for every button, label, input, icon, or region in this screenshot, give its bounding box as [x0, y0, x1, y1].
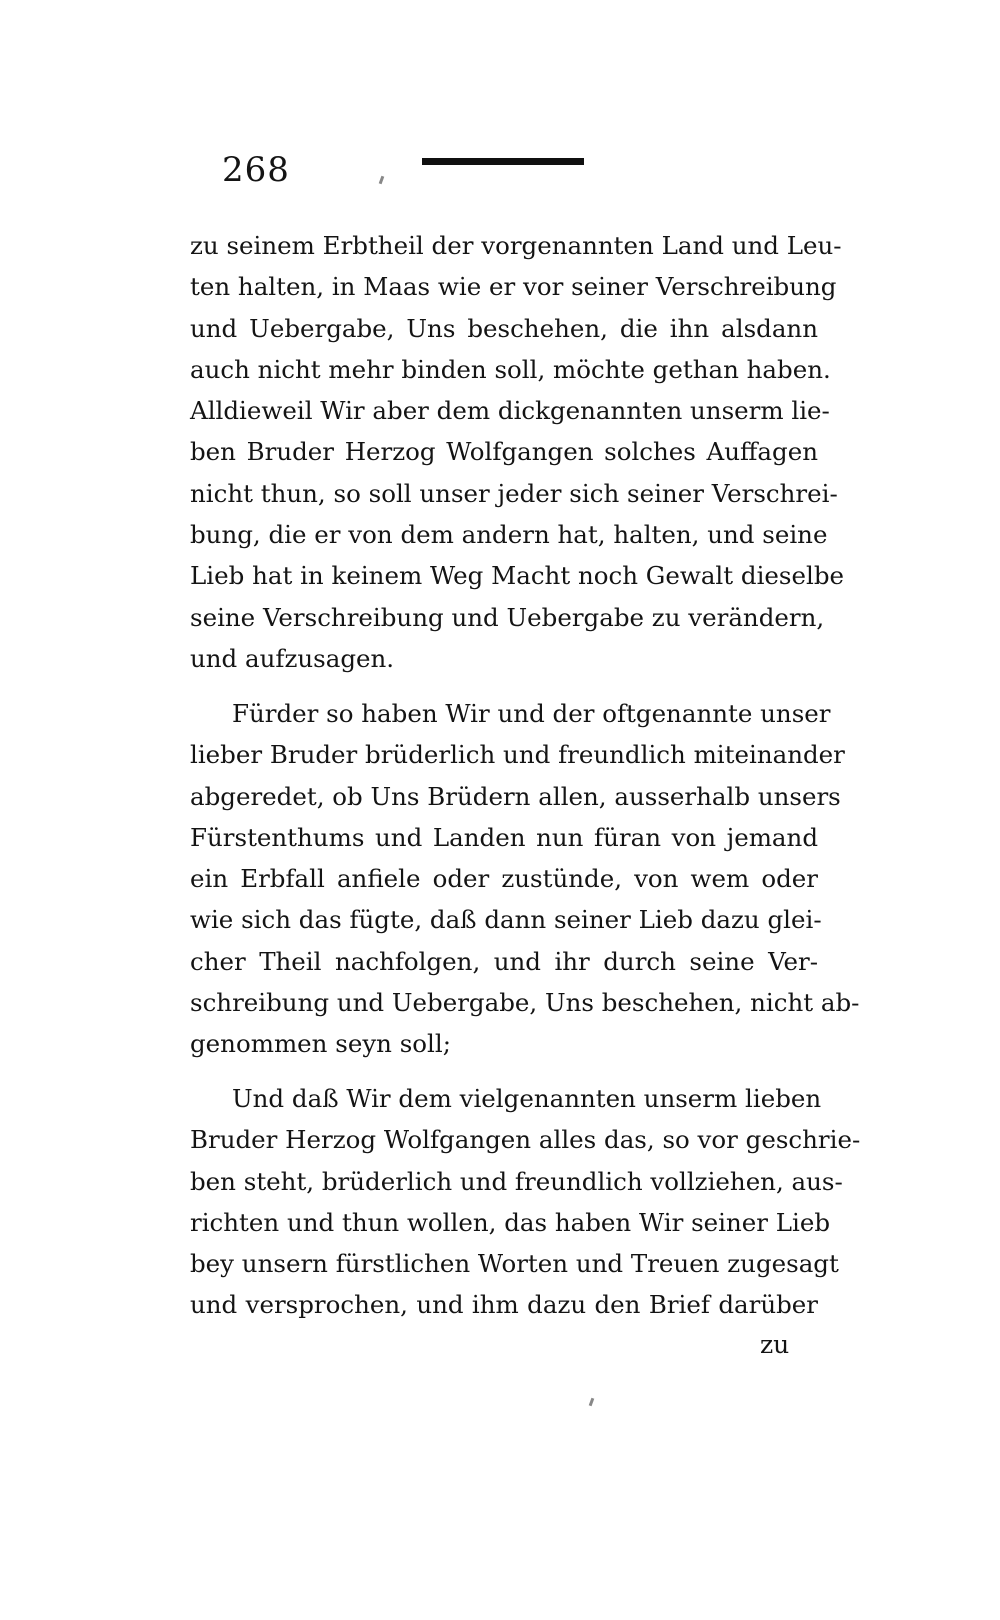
- text-line: ein Erbfall anfiele oder zustünde, von wem oder: [190, 864, 818, 894]
- text-line: und versprochen, und ihm dazu den Brief darüber: [190, 1290, 818, 1320]
- page-number: 268: [222, 150, 290, 190]
- text-line: bey unsern fürstlichen Worten und Treuen zugesagt: [190, 1249, 839, 1279]
- text-line: Alldieweil Wir aber dem dickgenannten unserm lie-: [190, 396, 830, 426]
- text-line: ben Bruder Herzog Wolfgangen solches Auffagen: [190, 437, 818, 467]
- text-line: richten und thun wollen, das haben Wir seiner Lieb: [190, 1207, 831, 1237]
- text-line: Bruder Herzog Wolfgangen alles das, so vor geschrie-: [190, 1125, 861, 1155]
- text-line: nicht thun, so soll unser jeder sich seiner Verschrei-: [190, 478, 838, 508]
- text-line: Und daß Wir dem vielgenannten unserm lieben: [232, 1084, 822, 1113]
- text-line: ten halten, in Maas wie er vor seiner Verschreibung: [190, 272, 837, 302]
- paragraph-3: [190, 1078, 861, 1326]
- text-line: cher Theil nachfolgen, und ihr durch seine Ver-: [190, 946, 818, 976]
- header-rule: [422, 158, 584, 165]
- text-line: wie sich das fügte, daß dann seiner Lieb dazu glei-: [190, 905, 822, 935]
- text-line: genommen seyn soll;: [190, 1029, 451, 1059]
- text-line: Lieb hat in keinem Weg Macht noch Gewalt dieselbe: [190, 561, 844, 591]
- paragraph-2: [190, 693, 860, 1065]
- text-line: zu seinem Erbtheil der vorgenannten Land und Leu-: [190, 231, 842, 260]
- text-line: lieber Bruder brüderlich und freundlich miteinander: [190, 740, 845, 770]
- paragraph-1: [190, 225, 844, 679]
- text-line: und aufzusagen.: [190, 643, 395, 673]
- text-line: bung, die er von dem andern hat, halten, und seine: [190, 520, 828, 550]
- text-line: ben steht, brüderlich und freundlich vollziehen, aus-: [190, 1166, 843, 1196]
- text-line: und Uebergabe, Uns beschehen, die ihn alsdann: [190, 313, 818, 343]
- catchword: zu: [760, 1330, 790, 1359]
- paper-speck: [589, 1398, 595, 1407]
- text-line: schreibung und Uebergabe, Uns beschehen, nicht ab-: [190, 988, 860, 1018]
- text-line: auch nicht mehr binden soll, möchte gethan haben.: [190, 354, 831, 384]
- paper-speck: [379, 176, 385, 185]
- text-line: seine Verschreibung und Uebergabe zu verändern,: [190, 602, 825, 632]
- text-line: Fürder so haben Wir und der oftgenannte unser: [232, 699, 831, 728]
- text-line: abgeredet, ob Uns Brüdern allen, ausserhalb unsers: [190, 781, 841, 811]
- text-line: Fürstenthums und Landen nun füran von jemand: [190, 822, 818, 852]
